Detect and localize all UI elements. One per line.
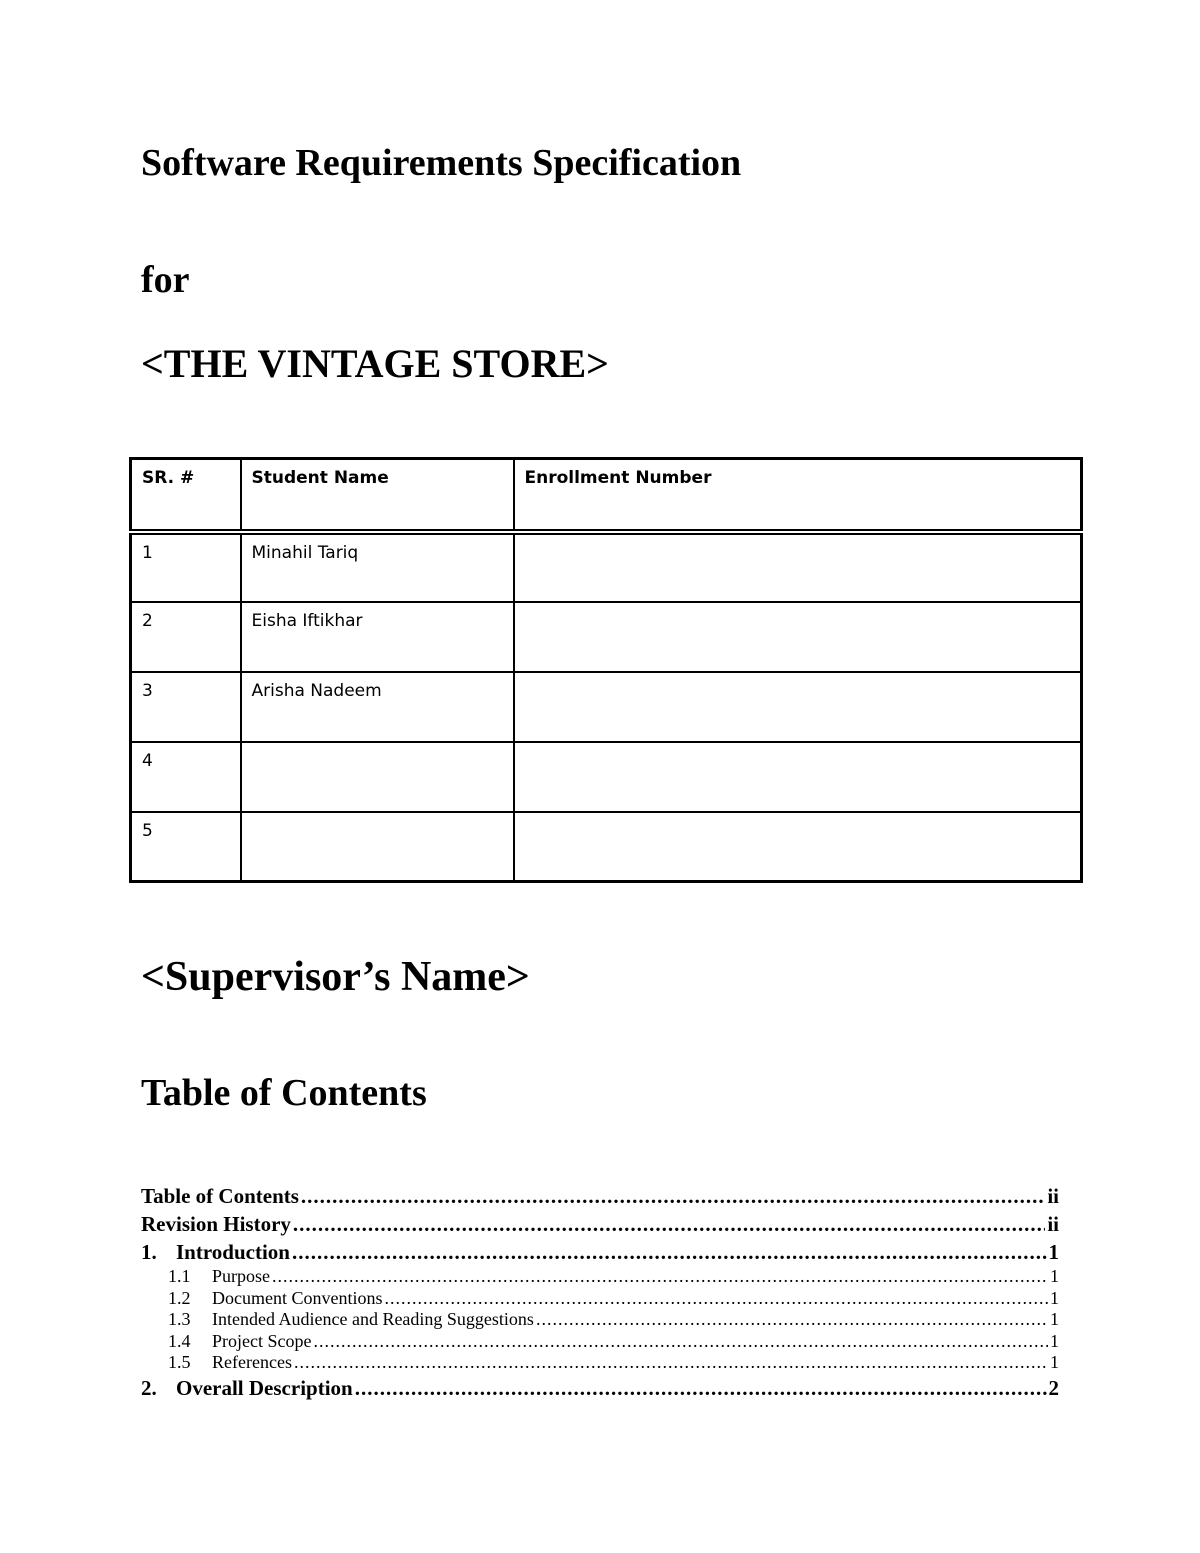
toc-dot-leader <box>536 1309 1048 1331</box>
toc-entry-title: Overall Description <box>176 1375 353 1400</box>
toc-entry[interactable] <box>141 1288 1059 1310</box>
toc-entry-title: Project Scope <box>212 1330 312 1351</box>
table-row <box>131 532 1082 602</box>
sr-cell: 1 <box>131 532 241 602</box>
enrollment-cell <box>514 672 1082 742</box>
toc-entry-number: 1.3 <box>168 1309 191 1329</box>
toc-entry-page: ii <box>1047 1184 1059 1208</box>
column-header-student-name: Student Name <box>241 459 514 532</box>
table-row <box>131 812 1082 882</box>
sr-cell: 5 <box>131 812 241 882</box>
toc-entry-title: Intended Audience and Reading Suggestions <box>212 1309 534 1329</box>
toc-dot-leader <box>272 1266 1048 1288</box>
toc-entry-title: Document Conventions <box>212 1287 383 1308</box>
toc-entry-title: Revision History <box>141 1212 291 1236</box>
toc-entry-number: 1.5 <box>168 1352 191 1372</box>
project-name: <THE VINTAGE STORE> <box>141 341 609 386</box>
toc-dot-leader <box>301 1182 1045 1210</box>
toc-entry-page: 1 <box>1050 1266 1059 1286</box>
table-row <box>131 672 1082 742</box>
table-row <box>131 742 1082 812</box>
student-name-cell: Eisha Iftikhar <box>241 602 514 672</box>
for-line: for <box>141 259 190 301</box>
document-title: Software Requirements Specification <box>141 142 742 184</box>
toc-entry[interactable] <box>141 1210 1059 1238</box>
enrollment-cell <box>514 812 1082 882</box>
toc-heading: Table of Contents <box>141 1072 427 1114</box>
table-of-contents <box>141 1182 1059 1402</box>
toc-entry-number: 1. <box>141 1240 157 1264</box>
toc-entry[interactable] <box>141 1182 1059 1210</box>
toc-entry[interactable] <box>141 1374 1059 1402</box>
toc-dot-leader <box>292 1238 1047 1266</box>
toc-dot-leader <box>355 1374 1047 1402</box>
enrollment-cell <box>514 602 1082 672</box>
toc-entry-page: ii <box>1047 1212 1059 1236</box>
toc-entry-page: 1 <box>1050 1287 1059 1308</box>
toc-entry-number: 1.2 <box>168 1287 191 1308</box>
toc-entry-title: Purpose <box>212 1266 270 1286</box>
toc-dot-leader <box>384 1288 1048 1310</box>
toc-entry[interactable] <box>141 1331 1059 1353</box>
toc-entry-number: 2. <box>141 1375 157 1400</box>
toc-entry-title: References <box>212 1352 292 1372</box>
sr-cell: 4 <box>131 742 241 812</box>
toc-entry-page: 2 <box>1048 1375 1059 1400</box>
student-name-cell <box>241 812 514 882</box>
toc-dot-leader <box>313 1331 1048 1353</box>
enrollment-cell <box>514 742 1082 812</box>
sr-cell: 2 <box>131 602 241 672</box>
toc-entry-title: Introduction <box>176 1240 290 1264</box>
student-table <box>129 457 1083 883</box>
supervisor-name: <Supervisor’s Name> <box>141 954 530 1000</box>
toc-entry-page: 1 <box>1050 1330 1059 1351</box>
toc-dot-leader <box>294 1352 1048 1374</box>
toc-entry-title: Table of Contents <box>141 1184 299 1208</box>
column-header-sr: SR. # <box>131 459 241 532</box>
toc-entry-page: 1 <box>1050 1352 1059 1372</box>
toc-entry[interactable] <box>141 1352 1059 1374</box>
table-header-row <box>131 459 1082 532</box>
toc-entry[interactable] <box>141 1266 1059 1288</box>
toc-entry[interactable] <box>141 1238 1059 1266</box>
student-name-cell: Minahil Tariq <box>241 532 514 602</box>
toc-entry[interactable] <box>141 1309 1059 1331</box>
student-name-cell: Arisha Nadeem <box>241 672 514 742</box>
column-header-enrollment-number: Enrollment Number <box>514 459 1082 532</box>
sr-cell: 3 <box>131 672 241 742</box>
table-row <box>131 602 1082 672</box>
toc-entry-page: 1 <box>1048 1240 1059 1264</box>
enrollment-cell <box>514 532 1082 602</box>
toc-entry-page: 1 <box>1050 1309 1059 1329</box>
toc-dot-leader <box>293 1210 1045 1238</box>
toc-entry-number: 1.1 <box>168 1266 191 1286</box>
toc-entry-number: 1.4 <box>168 1330 191 1351</box>
student-name-cell <box>241 742 514 812</box>
